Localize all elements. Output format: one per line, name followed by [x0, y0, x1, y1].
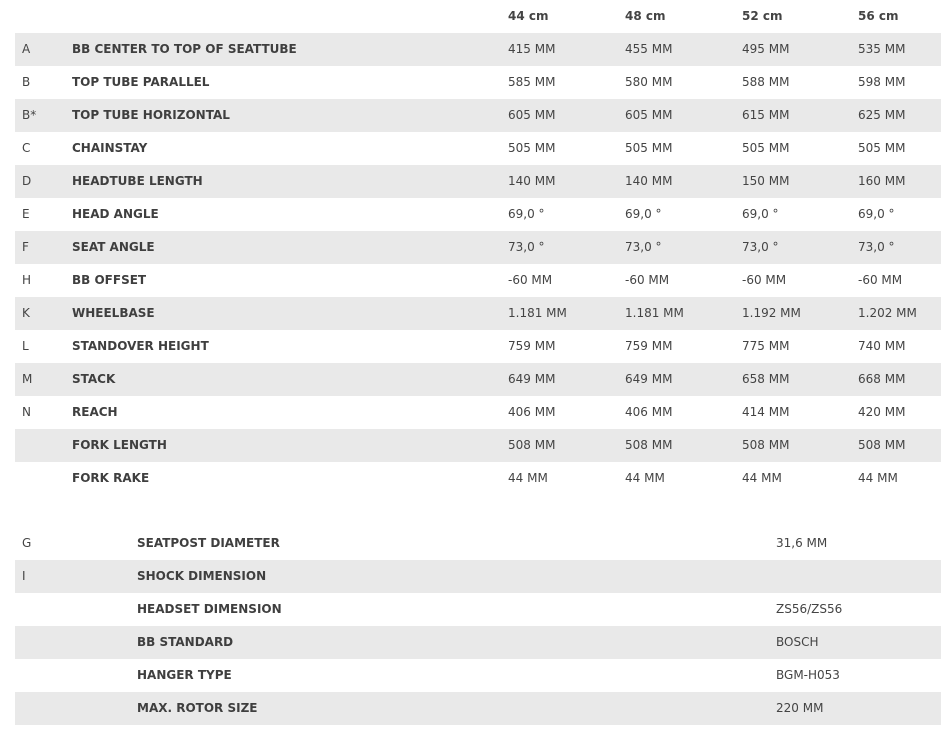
table-row — [15, 198, 941, 231]
row-label: WHEELBASE — [72, 306, 155, 320]
row-label: FORK RAKE — [72, 471, 150, 485]
row-value: 44 MM — [858, 471, 898, 485]
row-label: TOP TUBE PARALLEL — [72, 75, 210, 89]
row-value: -60 MM — [858, 273, 903, 287]
row-label: CHAINSTAY — [72, 141, 148, 155]
spec-row — [15, 593, 941, 626]
row-value: 44 MM — [508, 471, 548, 485]
row-label: BB CENTER TO TOP OF SEATTUBE — [72, 42, 297, 56]
row-value: 658 MM — [742, 372, 790, 386]
row-value: 508 MM — [508, 438, 556, 452]
row-value: 649 MM — [625, 372, 673, 386]
row-value: 140 MM — [508, 174, 556, 188]
spec-code: I — [22, 569, 26, 583]
row-value: 585 MM — [508, 75, 556, 89]
table-row — [15, 330, 941, 363]
spec-label: HANGER TYPE — [137, 668, 232, 682]
row-value: 759 MM — [508, 339, 556, 353]
row-code: D — [22, 174, 32, 188]
row-code: H — [22, 273, 32, 287]
table-row — [15, 297, 941, 330]
geometry-table — [15, 0, 941, 495]
row-value: 73,0 ° — [508, 240, 545, 254]
row-code: L — [22, 339, 29, 353]
row-value: 414 MM — [742, 405, 790, 419]
table-row — [15, 99, 941, 132]
row-code: C — [22, 141, 31, 155]
row-value: -60 MM — [508, 273, 553, 287]
spec-label: HEADSET DIMENSION — [137, 602, 282, 616]
row-value: -60 MM — [625, 273, 670, 287]
row-label: HEAD ANGLE — [72, 207, 159, 221]
row-value: 535 MM — [858, 42, 906, 56]
row-value: 69,0 ° — [625, 207, 662, 221]
row-value: 1.181 MM — [508, 306, 567, 320]
spec-value: ZS56/ZS56 — [776, 602, 843, 616]
row-code: B — [22, 75, 31, 89]
row-value: 505 MM — [742, 141, 790, 155]
spec-value: 220 MM — [776, 701, 824, 715]
size-header-56: 56 cm — [858, 9, 899, 23]
spec-label: SHOCK DIMENSION — [137, 569, 267, 583]
row-value: 508 MM — [742, 438, 790, 452]
spec-value: BGM-H053 — [776, 668, 840, 682]
row-value: 668 MM — [858, 372, 906, 386]
table-row — [15, 66, 941, 99]
row-label: HEADTUBE LENGTH — [72, 174, 203, 188]
table-row — [15, 132, 941, 165]
spec-row — [15, 527, 941, 560]
spec-value: 31,6 MM — [776, 536, 828, 550]
row-value: 588 MM — [742, 75, 790, 89]
row-value: 508 MM — [625, 438, 673, 452]
row-value: 605 MM — [625, 108, 673, 122]
row-value: 160 MM — [858, 174, 906, 188]
row-code: B* — [22, 108, 37, 122]
spec-table — [15, 527, 941, 725]
row-value: 1.192 MM — [742, 306, 801, 320]
table-row — [15, 165, 941, 198]
row-value: 508 MM — [858, 438, 906, 452]
row-value: 150 MM — [742, 174, 790, 188]
spec-label: SEATPOST DIAMETER — [137, 536, 280, 550]
row-value: 495 MM — [742, 42, 790, 56]
row-value: 598 MM — [858, 75, 906, 89]
size-header-52: 52 cm — [742, 9, 783, 23]
spec-row — [15, 626, 941, 659]
row-value: 406 MM — [508, 405, 556, 419]
row-value: 615 MM — [742, 108, 790, 122]
row-value: 44 MM — [625, 471, 665, 485]
row-value: 415 MM — [508, 42, 556, 56]
row-label: STACK — [72, 372, 116, 386]
row-value: 406 MM — [625, 405, 673, 419]
table-row — [15, 264, 941, 297]
row-label: REACH — [72, 405, 118, 419]
row-value: 625 MM — [858, 108, 906, 122]
row-value: 140 MM — [625, 174, 673, 188]
row-value: 775 MM — [742, 339, 790, 353]
spec-label: BB STANDARD — [137, 635, 234, 649]
row-label: FORK LENGTH — [72, 438, 167, 452]
row-code: E — [22, 207, 30, 221]
row-value: 69,0 ° — [742, 207, 779, 221]
row-label: SEAT ANGLE — [72, 240, 155, 254]
geometry-header-row — [15, 0, 941, 33]
row-value: 1.202 MM — [858, 306, 917, 320]
row-value: 69,0 ° — [858, 207, 895, 221]
row-value: 69,0 ° — [508, 207, 545, 221]
row-label: BB OFFSET — [72, 273, 147, 287]
row-value: 605 MM — [508, 108, 556, 122]
row-value: 649 MM — [508, 372, 556, 386]
row-code: A — [22, 42, 31, 56]
row-value: 580 MM — [625, 75, 673, 89]
row-value: 455 MM — [625, 42, 673, 56]
row-code: F — [22, 240, 29, 254]
table-row — [15, 396, 941, 429]
table-row — [15, 429, 941, 462]
row-label: TOP TUBE HORIZONTAL — [72, 108, 230, 122]
table-row — [15, 363, 941, 396]
row-code: K — [22, 306, 30, 320]
row-value: 505 MM — [508, 141, 556, 155]
row-value: 1.181 MM — [625, 306, 684, 320]
row-value: 759 MM — [625, 339, 673, 353]
spec-row — [15, 659, 941, 692]
row-value: 73,0 ° — [625, 240, 662, 254]
row-value: 73,0 ° — [858, 240, 895, 254]
row-value: 73,0 ° — [742, 240, 779, 254]
row-code: N — [22, 405, 31, 419]
table-row — [15, 231, 941, 264]
spec-label: MAX. ROTOR SIZE — [137, 701, 258, 715]
row-value: 740 MM — [858, 339, 906, 353]
row-value: -60 MM — [742, 273, 787, 287]
row-value: 505 MM — [858, 141, 906, 155]
spec-code: G — [22, 536, 32, 550]
spec-value: BOSCH — [776, 635, 819, 649]
spec-row — [15, 692, 941, 725]
row-code: M — [22, 372, 33, 386]
row-value: 505 MM — [625, 141, 673, 155]
table-row — [15, 33, 941, 66]
size-header-48: 48 cm — [625, 9, 666, 23]
spec-row — [15, 560, 941, 593]
row-value: 420 MM — [858, 405, 906, 419]
table-row — [15, 462, 941, 495]
row-label: STANDOVER HEIGHT — [72, 339, 209, 353]
size-header-44: 44 cm — [508, 9, 549, 23]
row-value: 44 MM — [742, 471, 782, 485]
